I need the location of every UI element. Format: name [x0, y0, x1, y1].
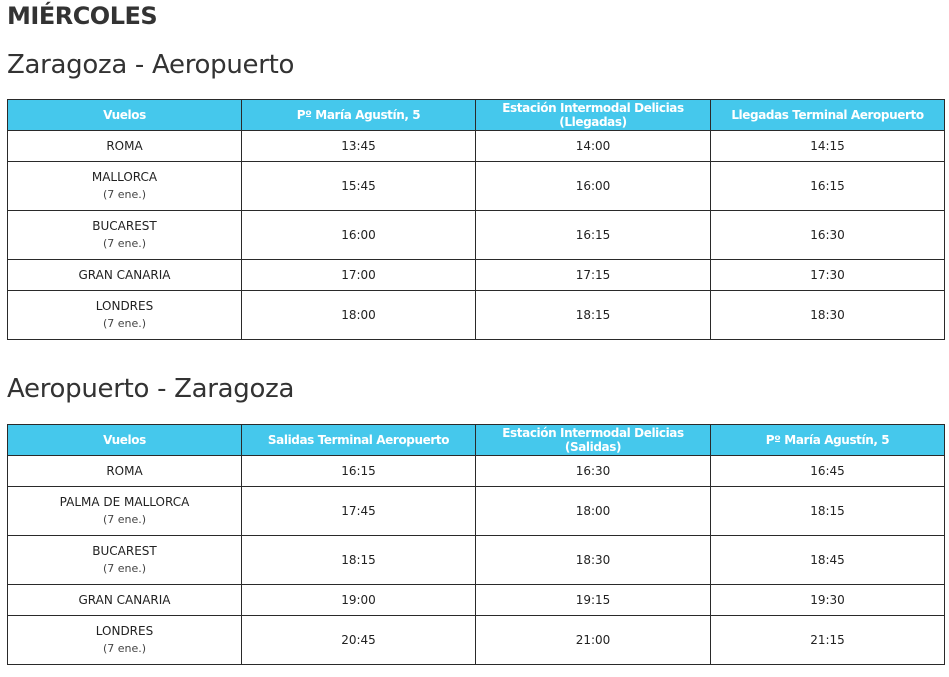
time-cell: 16:15 — [711, 162, 945, 211]
time-cell: 18:00 — [242, 291, 476, 340]
time-cell: 17:00 — [242, 260, 476, 291]
table-row — [8, 536, 945, 585]
time-cell: 16:45 — [711, 456, 945, 487]
time-cell: 17:45 — [242, 487, 476, 536]
schedule-table-return — [7, 424, 945, 665]
flight-cell — [8, 536, 242, 585]
flight-date: (7 ene.) — [102, 237, 147, 250]
flight-date: (7 ene.) — [102, 642, 147, 655]
table-row — [8, 487, 945, 536]
table-row — [8, 162, 945, 211]
time-cell: 17:30 — [711, 260, 945, 291]
column-header-llegadas-terminal: Llegadas Terminal Aeropuerto — [711, 100, 945, 131]
table-row — [8, 131, 945, 162]
table-header-row — [8, 100, 945, 131]
time-cell: 16:30 — [476, 456, 711, 487]
schedule-table-outbound — [7, 99, 945, 340]
flight-date: (7 ene.) — [102, 188, 147, 201]
flight-name: BUCAREST — [92, 219, 157, 233]
flight-name: GRAN CANARIA — [78, 592, 171, 607]
flight-cell — [8, 585, 242, 616]
flight-name: ROMA — [106, 463, 143, 478]
table-header-row — [8, 425, 945, 456]
time-cell: 18:30 — [711, 291, 945, 340]
time-cell: 20:45 — [242, 616, 476, 665]
column-header-delicias-llegadas: Estación Intermodal Delicias (Llegadas) — [476, 100, 711, 131]
flight-name: PALMA DE MALLORCA — [59, 495, 190, 509]
time-cell: 15:45 — [242, 162, 476, 211]
time-cell: 16:30 — [711, 211, 945, 260]
time-cell: 16:00 — [476, 162, 711, 211]
column-header-maria-agustin: Pº María Agustín, 5 — [242, 100, 476, 131]
time-cell: 17:15 — [476, 260, 711, 291]
time-cell: 21:00 — [476, 616, 711, 665]
flight-cell — [8, 211, 242, 260]
time-cell: 16:15 — [242, 456, 476, 487]
table-row — [8, 211, 945, 260]
table-row — [8, 616, 945, 665]
flight-name: MALLORCA — [91, 170, 158, 184]
flight-cell — [8, 456, 242, 487]
section-title-aeropuerto-zaragoza: Aeropuerto - Zaragoza — [7, 374, 295, 404]
flight-name: LONDRES — [95, 624, 154, 638]
day-title: MIÉRCOLES — [7, 2, 158, 30]
flight-cell — [8, 260, 242, 291]
time-cell: 14:15 — [711, 131, 945, 162]
column-header-delicias-salidas: Estación Intermodal Delicias (Salidas) — [476, 425, 711, 456]
flight-cell — [8, 616, 242, 665]
time-cell: 13:45 — [242, 131, 476, 162]
table-row — [8, 585, 945, 616]
time-cell: 18:15 — [711, 487, 945, 536]
time-cell: 21:15 — [711, 616, 945, 665]
time-cell: 18:15 — [476, 291, 711, 340]
flight-name: BUCAREST — [92, 544, 157, 558]
flight-cell — [8, 291, 242, 340]
column-header-maria-agustin: Pº María Agustín, 5 — [711, 425, 945, 456]
flight-cell — [8, 487, 242, 536]
flight-cell — [8, 162, 242, 211]
time-cell: 18:15 — [242, 536, 476, 585]
time-cell: 19:00 — [242, 585, 476, 616]
time-cell: 19:15 — [476, 585, 711, 616]
column-header-vuelos: Vuelos — [8, 100, 242, 131]
time-cell: 16:15 — [476, 211, 711, 260]
table-row — [8, 260, 945, 291]
flight-date: (7 ene.) — [102, 317, 147, 330]
flight-date: (7 ene.) — [102, 562, 147, 575]
column-header-salidas-terminal: Salidas Terminal Aeropuerto — [242, 425, 476, 456]
time-cell: 16:00 — [242, 211, 476, 260]
time-cell: 14:00 — [476, 131, 711, 162]
flight-cell — [8, 131, 242, 162]
flight-name: GRAN CANARIA — [78, 267, 171, 282]
time-cell: 19:30 — [711, 585, 945, 616]
section-title-zaragoza-aeropuerto: Zaragoza - Aeropuerto — [7, 50, 295, 80]
table-row — [8, 291, 945, 340]
time-cell: 18:00 — [476, 487, 711, 536]
column-header-vuelos: Vuelos — [8, 425, 242, 456]
time-cell: 18:45 — [711, 536, 945, 585]
time-cell: 18:30 — [476, 536, 711, 585]
flight-name: LONDRES — [95, 299, 154, 313]
table-row — [8, 456, 945, 487]
flight-name: ROMA — [106, 138, 143, 153]
flight-date: (7 ene.) — [102, 513, 147, 526]
